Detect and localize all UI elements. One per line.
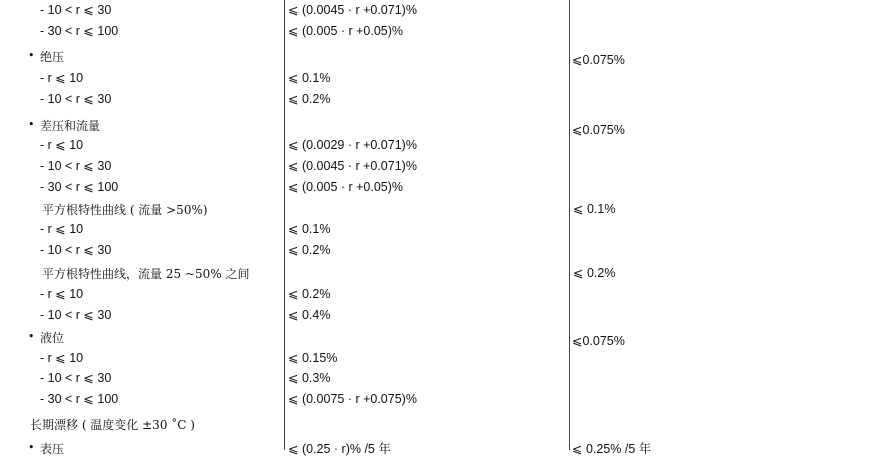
range-label: - 30 < r ⩽ 100 bbox=[40, 180, 119, 194]
range-label: - r ⩽ 10 bbox=[40, 71, 84, 85]
accuracy-value: ⩽ (0.0045 · r +0.071)% bbox=[288, 159, 417, 173]
range-label: - 10 < r ⩽ 30 bbox=[40, 159, 112, 173]
accuracy-summary: ⩽ 0.2% bbox=[573, 266, 616, 280]
section-title-gauge-pressure: • 表压 bbox=[40, 442, 64, 456]
accuracy-value: ⩽ 0.2% bbox=[288, 92, 331, 106]
accuracy-value: ⩽ (0.0075 · r +0.075)% bbox=[288, 392, 417, 406]
column-divider-1 bbox=[284, 0, 285, 450]
accuracy-value: ⩽ 0.1% bbox=[288, 222, 331, 236]
accuracy-value: ⩽ 0.2% bbox=[288, 287, 331, 301]
accuracy-value: ⩽ 0.1% bbox=[288, 71, 331, 85]
accuracy-value: ⩽ (0.0029 · r +0.071)% bbox=[288, 138, 417, 152]
accuracy-value: ⩽ 0.4% bbox=[288, 308, 331, 322]
column-divider-2 bbox=[569, 0, 570, 450]
range-label: - r ⩽ 10 bbox=[40, 222, 84, 236]
accuracy-value: ⩽ (0.0045 · r +0.071)% bbox=[288, 3, 417, 17]
accuracy-value: ⩽ 0.2% bbox=[288, 243, 331, 257]
accuracy-value: ⩽ (0.005 · r +0.05)% bbox=[288, 180, 404, 194]
accuracy-value: ⩽ 0.3% bbox=[288, 371, 331, 385]
range-label: - 10 < r ⩽ 30 bbox=[40, 308, 112, 322]
accuracy-summary: ⩽ 0.1% bbox=[573, 202, 616, 216]
range-label: - 10 < r ⩽ 30 bbox=[40, 3, 112, 17]
subsection-title-sqrt-over-50: 平方根特性曲线 ( 流量 >50%) bbox=[42, 203, 208, 217]
accuracy-value: ⩽ (0.25 · r)% /5 年 bbox=[288, 442, 391, 456]
accuracy-summary: ⩽0.075% bbox=[572, 334, 625, 348]
range-label: - r ⩽ 10 bbox=[40, 138, 84, 152]
range-label: - r ⩽ 10 bbox=[40, 351, 84, 365]
accuracy-value: ⩽ 0.15% bbox=[288, 351, 338, 365]
section-title-absolute-pressure: • 绝压 bbox=[40, 50, 64, 64]
accuracy-value: ⩽ (0.005 · r +0.05)% bbox=[288, 24, 404, 38]
range-label: - 10 < r ⩽ 30 bbox=[40, 243, 112, 257]
section-title-differential-pressure: • 差压和流量 bbox=[40, 119, 100, 133]
range-label: - 10 < r ⩽ 30 bbox=[40, 92, 112, 106]
accuracy-summary: ⩽0.075% bbox=[572, 123, 625, 137]
section-title-level: • 液位 bbox=[40, 331, 64, 345]
range-label: - 10 < r ⩽ 30 bbox=[40, 371, 112, 385]
range-label: - 30 < r ⩽ 100 bbox=[40, 392, 119, 406]
range-label: - r ⩽ 10 bbox=[40, 287, 84, 301]
section-title-long-term-drift: 长期漂移 ( 温度变化 ±30 ˚C ) bbox=[30, 418, 195, 432]
accuracy-summary: ⩽0.075% bbox=[572, 53, 625, 67]
range-label: - 30 < r ⩽ 100 bbox=[40, 24, 119, 38]
accuracy-summary: ⩽ 0.25% /5 年 bbox=[572, 442, 652, 456]
subsection-title-sqrt-25-50: 平方根特性曲线，流量 25 ~50% 之间 bbox=[42, 267, 250, 281]
